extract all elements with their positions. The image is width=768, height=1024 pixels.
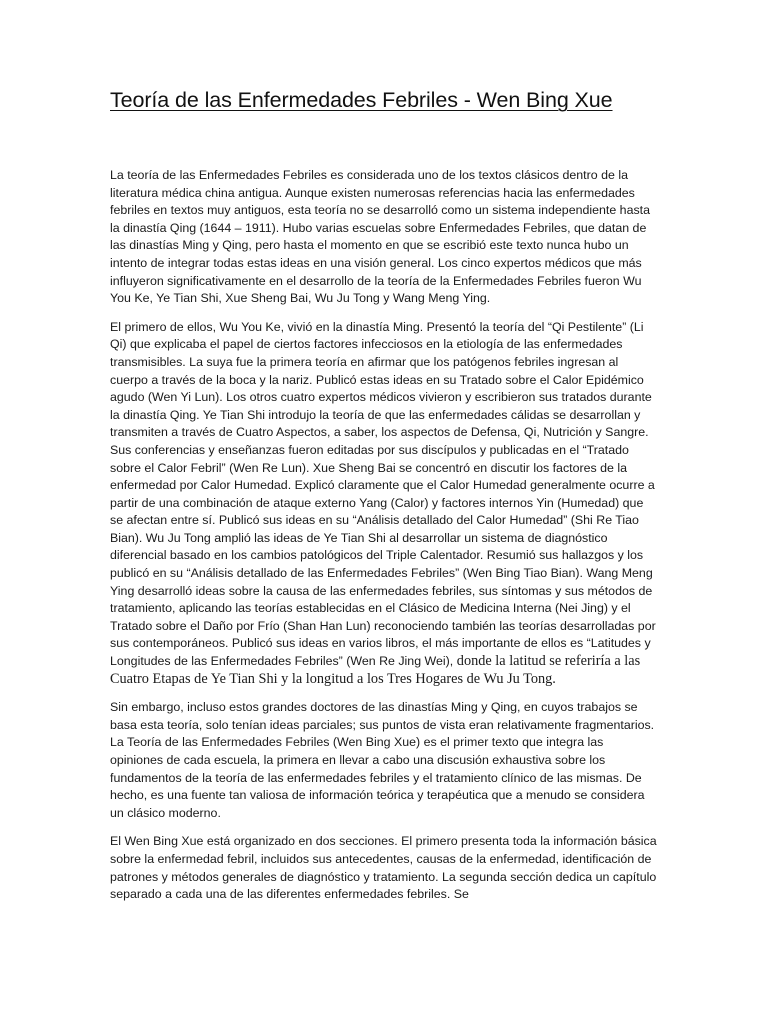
paragraph-2-serif-tail: donde la latitud se referiría a las Cuatro Etapas de Ye Tian Shi y la longitud a los Tres Hogares de Wu Ju Tong.	[110, 653, 641, 687]
paragraph-1: La teoría de las Enfermedades Febriles es considerada uno de los textos clásicos dentro de la literatura médica china antigua. Aunque existen numerosas referencias hacia las enfermedades febriles en textos muy antiguos, esta teoría no se desarrolló como un sistema independiente hasta la dinastía Qing (1644 – 1911). Hubo varias escuelas sobre Enfermedades Febriles, que datan de las dinastías Ming y Qing, pero hasta el momento en que se escribió este texto nunca hubo un intento de integrar todas estas ideas en una visión general. Los cinco expertos médicos que más influyeron significativamente en el desarrollo de la teoría de la Enfermedades Febriles fueron Wu You Ke, Ye Tian Shi, Xue Sheng Bai, Wu Ju Tong y Wang Meng Ying.	[110, 168, 650, 306]
paragraph-2	[110, 319, 658, 688]
paragraph-2-text: El primero de ellos, Wu You Ke, vivió en la dinastía Ming. Presentó la teoría del “Qi Pestilente” (Li Qi) que explicaba el papel de ciertos factores infecciosos en la etiología de las enfermedades transmisibles. La suya fue la primera teoría en afirmar que los patógenos febriles ingresan al cuerpo a través de la boca y la nariz. Publicó estas ideas en su Tratado sobre el Calor Epidémico agudo (Wen Yi Lun). Los otros cuatro expertos médicos vivieron y escribieron sus tratados durante la dinastía Qing. Ye Tian Shi introdujo la teoría de que las enfermedades cálidas se desarrollan y transmiten a través de Cuatro Aspectos, a saber, los aspectos de Defensa, Qi, Nutrición y Sangre. Sus conferencias y enseñanzas fueron editadas por sus discípulos y publicadas en el “Tratado sobre el Calor Febril” (Wen Re Lun). Xue Sheng Bai se concentró en discutir los factores de la enfermedad por Calor Humedad. Explicó claramente que el Calor Humedad generalmente ocurre a partir de una combinación de ataque externo Yang (Calor) y factores internos Yin (Humedad) que se afectan entre sí. Publicó sus ideas en su “Análisis detallado del Calor Humedad” (Shi Re Tiao Bian). Wu Ju Tong amplió las ideas de Ye Tian Shi al desarrollar un sistema de diagnóstico diferencial basado en los cambios patológicos del Triple Calentador. Resumió sus hallazgos y los publicó en su “Análisis detallado de las Enfermedades Febriles” (Wen Bing Tiao Bian). Wang Meng Ying desarrolló ideas sobre la causa de las enfermedades febriles, sus síntomas y sus métodos de tratamiento, aplicando las teorías establecidas en el Clásico de Medicina Interna (Nei Jing) y el Tratado sobre el Daño por Frío (Shan Han Lun) reconociendo también las teorías desarrolladas por sus contemporáneos. Publicó sus ideas en varios libros, el más importante de ellos es “Latitudes y Longitudes de las Enfermedades Febriles” (Wen Re Jing Wei),	[110, 319, 656, 669]
paragraph-4: El Wen Bing Xue está organizado en dos secciones. El primero presenta toda la información básica sobre la enfermedad febril, incluidos sus antecedentes, causas de la enfermedad, identificación de patrones y métodos generales de diagnóstico y tratamiento. La segunda sección dedica un capítulo separado a cada una de las diferentes enfermedades febriles. Se	[110, 834, 657, 902]
document-body	[110, 167, 658, 915]
paragraph-3: Sin embargo, incluso estos grandes doctores de las dinastías Ming y Qing, en cuyos trabajos se basa esta teoría, solo tenían ideas parciales; sus puntos de vista eran relativamente fragmentarios. La Teoría de las Enfermedades Febriles (Wen Bing Xue) es el primer texto que integra las opiniones de cada escuela, la primera en llevar a cabo una discusión exhaustiva sobre los fundamentos de la teoría de las enfermedades febriles y el tratamiento clínico de las mismas. De hecho, es una fuente tan valiosa de información teórica y terapéutica que a menudo se considera un clásico moderno.	[110, 700, 655, 820]
document-title: Teoría de las Enfermedades Febriles - Wen Bing Xue	[110, 88, 613, 112]
